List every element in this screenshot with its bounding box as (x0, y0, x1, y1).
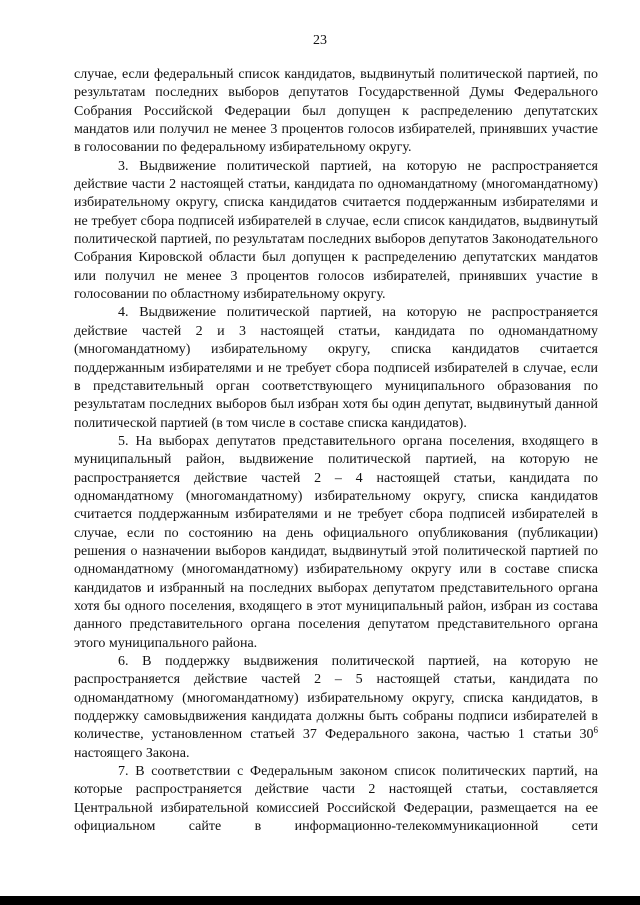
paragraph-4: 4. Выдвижение политической партией, на которую не распространяется действие частей 2 и 3 настоящей статьи, кандидата по одномандатному (многомандатному) избирательному округу, списка кандидатов считается поддержанным избирателями и не требует сбора подписей избирателей в случае, если в представительный орган соответствующего муниципального образования по результатам последних выборов был избран хотя бы один депутат, выдвинутый данной политической партией (в том числе в составе списка кандидатов). (74, 305, 598, 431)
paragraph-continuation: случае, если федеральный список кандидатов, выдвинутый политической партией, по результатам последних выборов депутатов Государственной Думы Федерального Собрания Российской Федерации был допущен к распределению депутатских мандатов или получил не менее 3 процентов голосов избирателей, принявших участие в голосовании по федеральному избирательному округу. (74, 67, 598, 156)
document-body (74, 66, 598, 836)
paragraph-7: 7. В соответствии с Федеральным законом список политических партий, на которые распространяется действие части 2 настоящей статьи, составляется Центральной избирательной комиссией Российской Федерации, размещается на ее официальном сайте в информационно-телекоммуникационной сети (74, 764, 598, 835)
paragraph-6-text: 6. В поддержку выдвижения политической партией, на которую не распространяется действие частей 2 – 5 настоящей статьи, кандидата по одномандатному (многомандатному) избирательному округу, списка кандидатов, в поддержку самовыдвижения кандидата должны быть собраны подписи избирателей в количестве, установленном статьей 37 Федерального закона, частью 1 статьи 30 (74, 654, 598, 743)
page-number: 23 (313, 33, 327, 48)
paragraph-6 (74, 653, 598, 763)
scan-edge-bar (0, 896, 640, 905)
paragraph-5: 5. На выборах депутатов представительного органа поселения, входящего в муниципальный район, выдвижение политической партией, на которую не распространяется действие частей 2 – 4 настоящей статьи, кандидата по одномандатному (многомандатному) избирательному округу, списка кандидатов считается поддержанным избирателями и не требует сбора подписей избирателей в случае, если по состоянию на день официального опубликования (публикации) решения о назначении выборов кандидат, выдвинутый этой политической партией по одномандатному (многомандатному) избирательному округу или в составе списка кандидатов и избранный на последних выборах депутатом представительного органа хотя бы одного поселения, входящего в этот муниципальный район, избран из состава данного представительного органа поселения депутатом представительного органа этого муниципального района. (74, 433, 598, 651)
paragraph-6-tail: настоящего Закона. (74, 745, 190, 761)
paragraph-3: 3. Выдвижение политической партией, на которую не распространяется действие части 2 настоящей статьи, кандидата по одномандатному (многомандатному) избирательному округу, списка кандидатов считается поддержанным избирателями и не требует сбора подписей избирателей в случае, если список кандидатов, выдвинутый политической партией, по результатам последних выборов депутатов Законодательного Собрания Кировской области был допущен к распределению депутатских мандатов или получил не менее 3 процентов голосов избирателей, принявших участие в голосовании по областному избирательному округу. (74, 158, 598, 303)
article-superscript: 6 (593, 725, 598, 736)
